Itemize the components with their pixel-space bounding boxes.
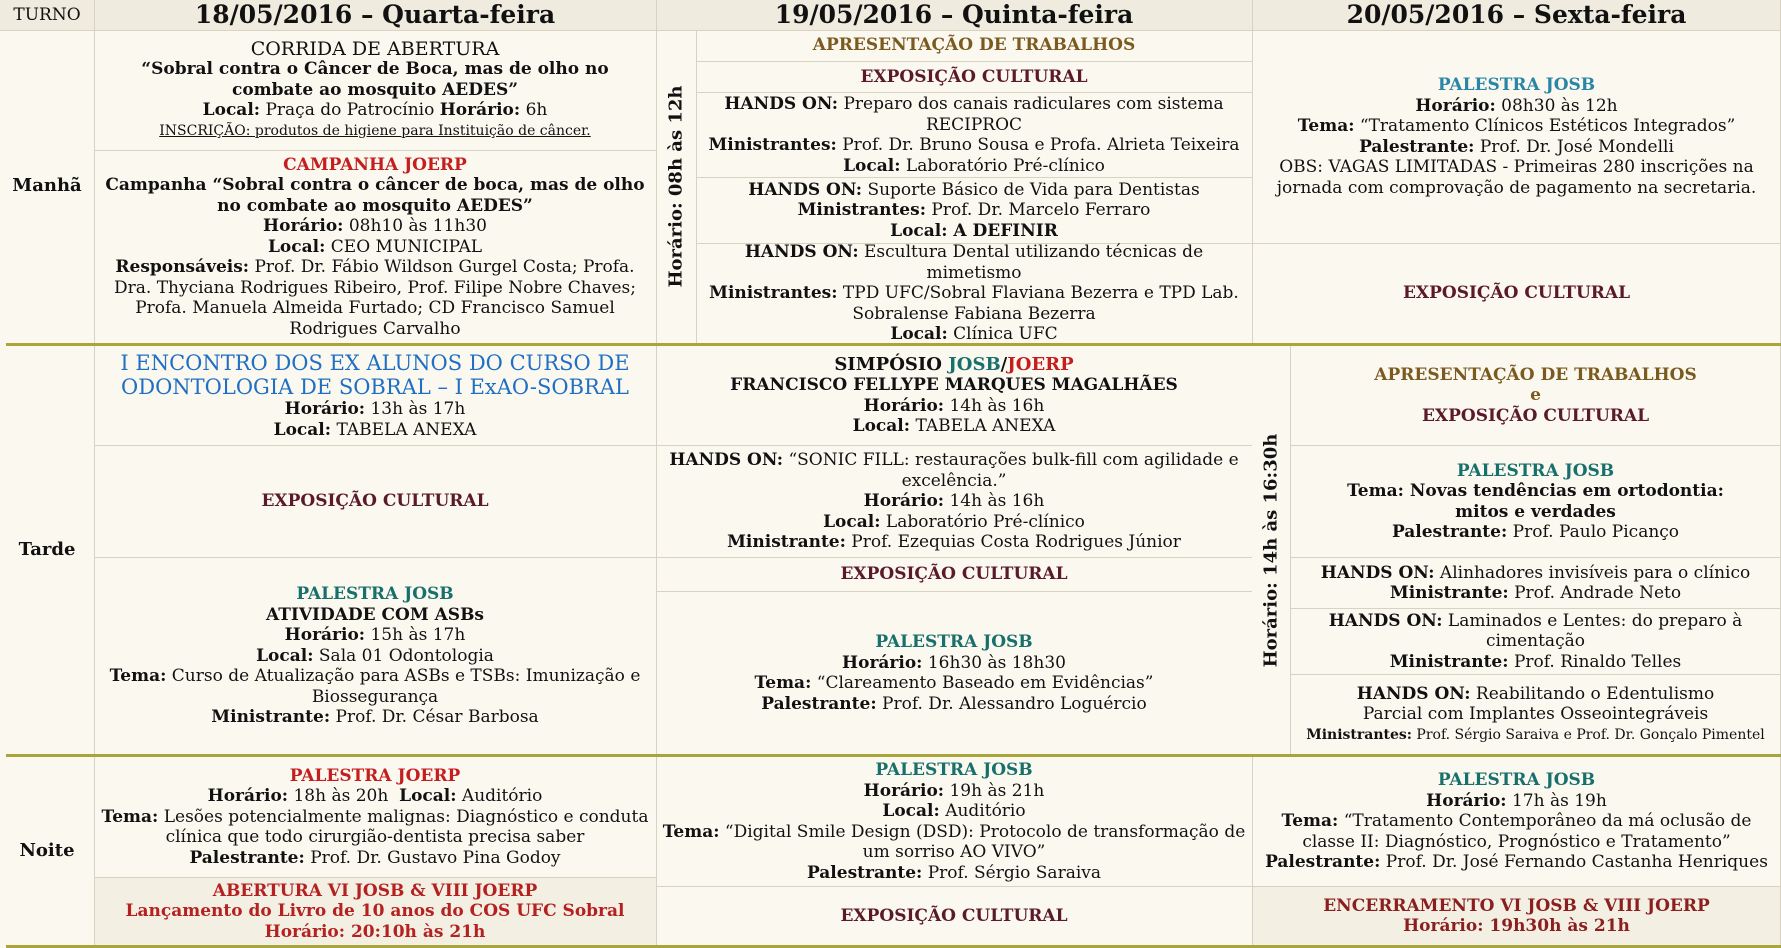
manha-d2-apresentacao: APRESENTAÇÃO DE TRABALHOS <box>812 35 1136 56</box>
d3-palestra-pal: Palestrante: Prof. Dr. José Mondelli <box>1359 136 1674 157</box>
campanha-responsaveis: Responsáveis: Prof. Dr. Fábio Wildson Gurgel Costa; Profa. Dra. Thyciana Rodrigues Ribeiro, Prof. Filipe Nobre Chaves; Profa. Manuela Almeida Furtado; CD Francisco Samuel Rodrigues Carvalho <box>114 257 636 339</box>
asb-palestra-title: PALESTRA JOSB <box>296 584 454 605</box>
classeii-pal: Palestrante: Prof. Dr. José Fernando Castanha Henriques <box>1265 852 1768 873</box>
hands3-local: Local: Clínica UFC <box>890 324 1058 345</box>
turno-manha: Manhã <box>12 175 82 197</box>
classeii-tema: Tema: “Tratamento Contemporâneo da má oclusão de classe II: Diagnóstico, Prognóstico e Tratamento” <box>1281 811 1752 852</box>
hands1-text: HANDS ON: Preparo dos canais radiculares com sistema RECIPROC <box>724 94 1224 135</box>
sonic-local: Local: Laboratório Pré-clínico <box>823 511 1085 532</box>
ortodontia-palestra-cell <box>1290 446 1781 557</box>
simposio-name: FRANCISCO FELLYPE MARQUES MAGALHÃES <box>730 375 1178 395</box>
sonic-horario: Horário: 14h às 16h <box>863 491 1045 512</box>
header-day3: 20/05/2016 – Sexta-feira <box>1252 0 1781 30</box>
manha-d2-hands2 <box>696 178 1252 243</box>
classeii-horario: Horário: 17h às 19h <box>1426 790 1607 811</box>
dsd-pal: Palestrante: Prof. Sérgio Saraiva <box>806 862 1102 883</box>
alin-min: Ministrante: Prof. Andrade Neto <box>1389 583 1682 603</box>
tarde-d2-exposicao: EXPOSIÇÃO CULTURAL <box>840 564 1068 585</box>
d3-apres-c: EXPOSIÇÃO CULTURAL <box>1421 405 1650 426</box>
dsd-local: Local: Auditório <box>882 801 1026 821</box>
hands1-min: Ministrantes: Prof. Dr. Bruno Sousa e Profa. Alrieta Teixeira <box>708 135 1240 155</box>
encerramento-horario: Horário: 19h30h às 21h <box>1403 916 1630 936</box>
asb-tema: Tema: Curso de Atualização para ASBs e TSBs: Imunização e Biossegurança <box>109 666 641 707</box>
encerramento-cell <box>1252 887 1781 945</box>
clareamento-title: PALESTRA JOSB <box>875 632 1033 652</box>
asb-min: Ministrante: Prof. Dr. César Barbosa <box>211 707 539 728</box>
d3-palestra-title: PALESTRA JOSB <box>1437 75 1596 95</box>
clareamento-tema: Tema: “Clareamento Baseado em Evidências” <box>754 673 1154 693</box>
alin-text: HANDS ON: Alinhadores invisíveis para o clínico <box>1320 562 1751 583</box>
clareamento-pal: Palestrante: Prof. Dr. Alessandro Loguércio <box>761 693 1147 714</box>
laminados-hands-cell <box>1290 609 1781 674</box>
noite-d2-exposicao: EXPOSIÇÃO CULTURAL <box>840 905 1068 926</box>
edentulismo-hands-cell <box>1290 675 1781 754</box>
encontro-title: I ENCONTRO DOS EX ALUNOS DO CURSO DE ODONTOLOGIA DE SOBRAL – I ExAO-SOBRAL <box>120 351 630 399</box>
orto-tema2: mitos e verdades <box>1455 501 1616 522</box>
asb-horario: Horário: 15h às 17h <box>284 625 466 646</box>
encontro-horario: Horário: 13h às 17h <box>284 399 466 419</box>
hands3-text: HANDS ON: Escultura Dental utilizando técnicas de mimetismo <box>744 242 1204 283</box>
simposio-title: SIMPÓSIO JOSB/JOERP <box>834 353 1074 375</box>
corrida-local-line: Local: Praça do Patrocínio Horário: 6h <box>202 100 548 121</box>
campanha-local: Local: CEO MUNICIPAL <box>267 236 483 257</box>
classe-ii-palestra-cell <box>1252 757 1781 886</box>
edent-text2: Parcial com Implantes Osseointegráveis <box>1362 704 1709 725</box>
sonicfill-hands-cell <box>656 446 1252 557</box>
campanha-subtitle: Campanha “Sobral contra o câncer de boca, mas de olho no combate ao mosquito AEDES” <box>105 175 645 216</box>
d3-palestra-tema: Tema: “Tratamento Clínicos Estéticos Integrados” <box>1297 116 1736 136</box>
manha-d2-exposicao: EXPOSIÇÃO CULTURAL <box>860 66 1088 87</box>
tarde-d1-palestra <box>94 558 656 754</box>
encontro-ex-alunos-cell <box>94 346 656 445</box>
asb-local: Local: Sala 01 Odontologia <box>256 645 494 666</box>
corrida-abertura-cell <box>94 30 656 150</box>
alinhadores-hands-cell <box>1290 558 1781 608</box>
orto-tema: Tema: Novas tendências em ortodontia: <box>1347 481 1724 501</box>
asb-sub: ATIVIDADE COM ASBs <box>265 604 485 625</box>
lesoes-title: PALESTRA JOERP <box>289 765 461 786</box>
classeii-title: PALESTRA JOSB <box>1437 770 1596 791</box>
hands2-min: Ministrantes: Prof. Dr. Marcelo Ferraro <box>797 200 1151 221</box>
tarde-d3-horario-vertical: Horário: 14h às 16:30h <box>1260 433 1282 667</box>
corrida-subtitle: “Sobral contra o Câncer de Boca, mas de olho no combate ao mosquito AEDES” <box>141 59 609 100</box>
encontro-local: Local: TABELA ANEXA <box>273 419 477 440</box>
d3-apres-b: e <box>1530 385 1541 406</box>
abertura-cell <box>94 878 656 945</box>
clareamento-palestra-cell <box>656 592 1252 754</box>
simposio-horario: Horário: 14h às 16h <box>863 395 1045 416</box>
manha-d2-hands3 <box>696 244 1252 343</box>
dsd-palestra-cell <box>656 757 1252 886</box>
abertura-sub: Lançamento do Livro de 10 anos do COS UFC Sobral <box>125 901 625 922</box>
sonic-min: Ministrante: Prof. Ezequias Costa Rodrigues Júnior <box>727 532 1181 553</box>
hands3-min: Ministrantes: TPD UFC/Sobral Flaviana Bezerra e TPD Lab. Sobralense Fabiana Bezerra <box>709 283 1239 324</box>
campanha-horario: Horário: 08h10 às 11h30 <box>263 216 487 237</box>
dsd-horario: Horário: 19h às 21h <box>863 780 1045 801</box>
turno-tarde: Tarde <box>18 538 76 560</box>
dsd-title: PALESTRA JOSB <box>875 760 1033 780</box>
manha-d2-horario-vertical: Horário: 08h às 12h <box>665 85 687 288</box>
lesoes-tema: Tema: Lesões potencialmente malignas: Diagnóstico e conduta clínica que todo cirurgião-dentista precisa saber <box>101 806 649 848</box>
hands1-local: Local: Laboratório Pré-clínico <box>843 155 1105 176</box>
tarde-d3-apresentacao <box>1290 346 1781 445</box>
header-day2: 19/05/2016 – Quinta-feira <box>656 0 1252 30</box>
turno-noite: Noite <box>19 839 75 861</box>
header-day1: 18/05/2016 – Quarta-feira <box>94 0 656 30</box>
hands2-local: Local: A DEFINIR <box>890 220 1058 241</box>
edent-text: HANDS ON: Reabilitando o Edentulismo <box>1356 683 1715 704</box>
encerramento-title: ENCERRAMENTO VI JOSB & VIII JOERP <box>1323 895 1710 916</box>
edent-min: Ministrantes: Prof. Sérgio Saraiva e Prof. Dr. Gonçalo Pimentel <box>1306 726 1765 743</box>
lesoes-palestra-cell <box>94 757 656 877</box>
lam-min: Ministrante: Prof. Rinaldo Telles <box>1389 651 1682 672</box>
manha-d2-hands1 <box>696 93 1252 177</box>
corrida-title: CORRIDA DE ABERTURA <box>250 37 500 60</box>
orto-pal: Palestrante: Prof. Paulo Picanço <box>1391 522 1680 542</box>
clareamento-horario: Horário: 16h30 às 18h30 <box>842 652 1066 673</box>
hands2-text: HANDS ON: Suporte Básico de Vida para Dentistas <box>748 179 1200 200</box>
lesoes-horario: Horário: 18h às 20h Local: Auditório <box>207 786 543 807</box>
simposio-local: Local: TABELA ANEXA <box>852 416 1056 436</box>
sonic-text: HANDS ON: “SONIC FILL: restaurações bulk-fill com agilidade e excelência.” <box>669 450 1239 491</box>
abertura-title: ABERTURA VI JOSB & VIII JOERP <box>212 880 538 901</box>
simposio-cell <box>656 346 1252 445</box>
manha-d3-palestra <box>1252 30 1781 243</box>
manha-d3-exposicao: EXPOSIÇÃO CULTURAL <box>1402 283 1631 304</box>
header-turno: TURNO <box>0 0 94 30</box>
lam-text: HANDS ON: Laminados e Lentes: do preparo à cimentação <box>1328 610 1743 652</box>
orto-title: PALESTRA JOSB <box>1456 460 1615 481</box>
d3-palestra-horario: Horário: 08h30 às 12h <box>1415 95 1618 116</box>
abertura-horario: Horário: 20:10h às 21h <box>264 921 486 942</box>
d3-apres-a: APRESENTAÇÃO DE TRABALHOS <box>1374 364 1697 385</box>
lesoes-pal: Palestrante: Prof. Dr. Gustavo Pina Godoy <box>189 847 561 868</box>
corrida-inscricao: INSCRIÇÃO: produtos de higiene para Instituição de câncer. <box>159 122 591 139</box>
campanha-title: CAMPANHA JOERP <box>283 154 467 175</box>
dsd-tema: Tema: “Digital Smile Design (DSD): Protocolo de transformação de um sorriso AO VIVO” <box>662 821 1246 862</box>
d3-palestra-obs: OBS: VAGAS LIMITADAS - Primeiras 280 inscrições na jornada com comprovação de pagamento na secretaria. <box>1276 157 1757 198</box>
tarde-d1-exposicao: EXPOSIÇÃO CULTURAL <box>261 491 489 512</box>
campanha-joerp-cell <box>94 151 656 343</box>
